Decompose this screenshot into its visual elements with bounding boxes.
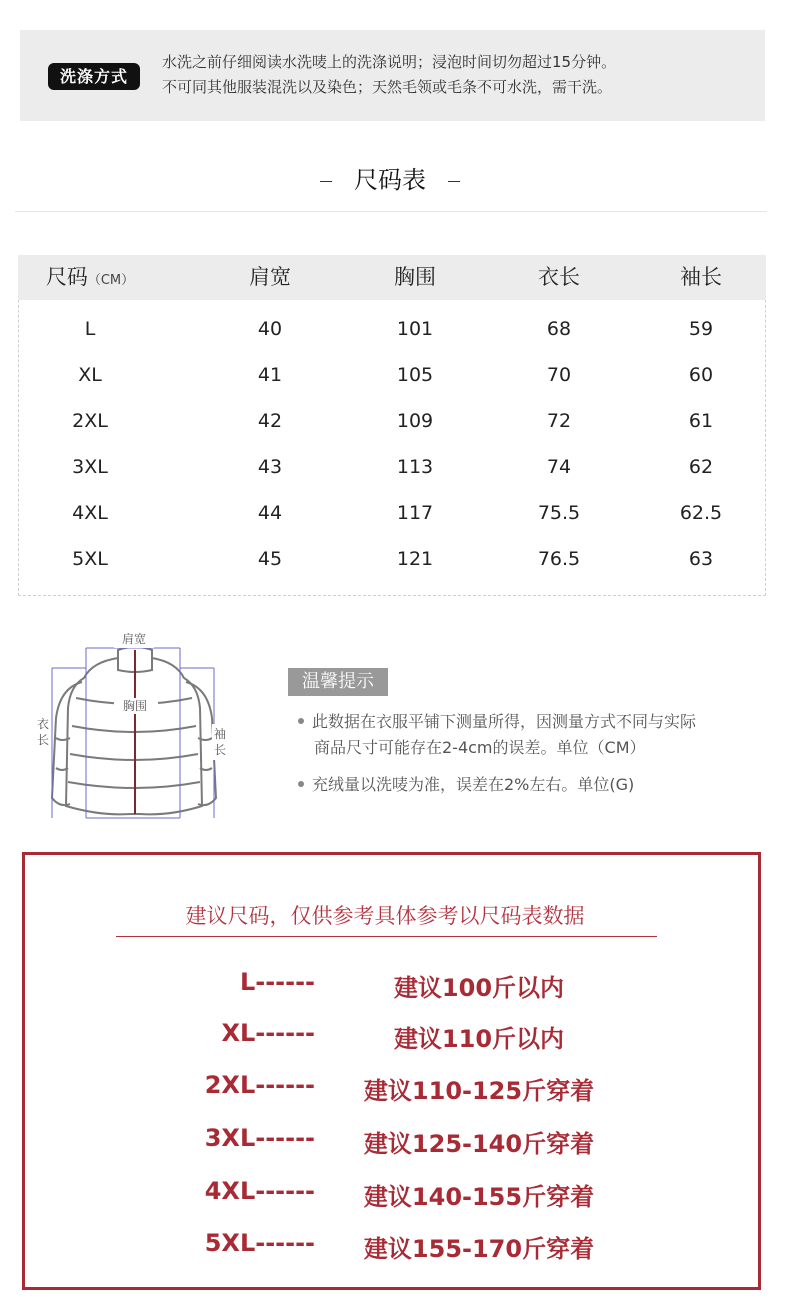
cell-chest: 113 [396, 456, 434, 478]
table-row [18, 398, 766, 444]
title-dash-right [448, 181, 460, 182]
tips-badge: 温馨提示 [288, 668, 388, 696]
cell-sleeve: 62.5 [679, 502, 723, 524]
shoulder-label: 肩宽 [121, 632, 147, 646]
recommendation-advice: 建议140-155斤穿着 [363, 1183, 595, 1211]
cell-chest: 105 [396, 364, 434, 386]
recommendation-size: 5XL------ [204, 1229, 315, 1257]
title-dash-left [320, 181, 332, 182]
tip-measurement [298, 709, 696, 761]
cell-size: XL [78, 364, 102, 386]
cell-chest: 117 [396, 502, 434, 524]
size-chart-title [0, 160, 780, 195]
table-row [18, 490, 766, 536]
recommendation-size: XL------ [221, 1019, 315, 1047]
recommendation-title: 建议尺码，仅供参考具体参考以尺码表数据 [185, 904, 585, 928]
length-label-1: 衣 [36, 717, 50, 731]
washing-line-2: 不可同其他服装混洗以及染色；天然毛领或毛条不可水洗，需干洗。 [162, 78, 613, 96]
cell-length: 72 [546, 410, 572, 432]
recommendation-row [0, 1124, 790, 1164]
table-row [18, 352, 766, 398]
cell-sleeve: 59 [688, 318, 714, 340]
washing-text [162, 50, 616, 100]
washing-badge: 洗涤方式 [48, 63, 140, 90]
cell-size: 5XL [72, 548, 108, 570]
cell-shoulder: 40 [257, 318, 283, 340]
recommendation-advice: 建议125-140斤穿着 [363, 1130, 595, 1158]
recommendation-advice: 建议100斤以内 [393, 974, 565, 1002]
recommendation-advice: 建议110斤以内 [393, 1025, 565, 1053]
recommendation-row [0, 1071, 790, 1111]
cell-shoulder: 42 [257, 410, 283, 432]
recommendation-size: 3XL------ [204, 1124, 315, 1152]
recommendation-size: 2XL------ [204, 1071, 315, 1099]
header-chest: 胸围 [394, 265, 436, 289]
cell-shoulder: 43 [257, 456, 283, 478]
table-row [18, 536, 766, 582]
cell-shoulder: 44 [257, 502, 283, 524]
washing-line-1: 水洗之前仔细阅读水洗唛上的洗涤说明；浸泡时间切勿超过15分钟。 [162, 53, 617, 71]
cell-size: 4XL [72, 502, 108, 524]
cell-size: L [84, 318, 96, 340]
size-chart-title-text: 尺码表 [354, 166, 426, 194]
cell-length: 75.5 [537, 502, 581, 524]
title-divider [15, 211, 767, 212]
cell-sleeve: 63 [688, 548, 714, 570]
recommendation-advice: 建议155-170斤穿着 [363, 1235, 595, 1263]
cell-sleeve: 61 [688, 410, 714, 432]
cell-chest: 109 [396, 410, 434, 432]
sleeve-label-2: 长 [213, 743, 227, 757]
tip2-text: 充绒量以洗唛为准，误差在2%左右。单位(G) [312, 775, 635, 794]
header-sleeve: 袖长 [680, 265, 722, 289]
size-table-header [18, 255, 766, 300]
chest-label: 胸围 [122, 699, 148, 713]
cell-length: 68 [546, 318, 572, 340]
bullet-icon [298, 718, 304, 724]
tip-filling [298, 772, 634, 798]
cell-length: 70 [546, 364, 572, 386]
recommendation-size: 4XL------ [204, 1177, 315, 1205]
sleeve-label-1: 袖 [213, 727, 227, 741]
washing-panel [20, 30, 765, 121]
header-shoulder: 肩宽 [249, 265, 291, 289]
cell-length: 74 [546, 456, 572, 478]
cell-size: 3XL [72, 456, 108, 478]
length-label-2: 长 [36, 733, 50, 747]
recommendation-row [0, 1177, 790, 1217]
cell-chest: 121 [396, 548, 434, 570]
recommendation-size: L------ [239, 968, 315, 996]
tip1-line1: 此数据在衣服平铺下测量所得，因测量方式不同与实际 [312, 712, 697, 731]
jacket-measurement-diagram [30, 628, 240, 828]
cell-sleeve: 62 [688, 456, 714, 478]
cell-shoulder: 45 [257, 548, 283, 570]
table-row [18, 306, 766, 352]
recommendation-row [0, 1019, 790, 1059]
cell-shoulder: 41 [257, 364, 283, 386]
recommendation-advice: 建议110-125斤穿着 [363, 1077, 595, 1105]
recommendation-row [0, 968, 790, 1008]
table-row [18, 444, 766, 490]
bullet-icon [298, 781, 304, 787]
header-length: 衣长 [538, 265, 580, 289]
tip1-line2: 商品尺寸可能存在2-4cm的误差。单位（CM） [314, 738, 646, 757]
header-size-unit: （CM） [87, 273, 135, 288]
recommendation-divider [116, 936, 657, 937]
recommendation-row [0, 1229, 790, 1269]
header-size: 尺码（CM） [45, 265, 135, 289]
cell-chest: 101 [396, 318, 434, 340]
cell-size: 2XL [72, 410, 108, 432]
cell-length: 76.5 [537, 548, 581, 570]
cell-sleeve: 60 [688, 364, 714, 386]
